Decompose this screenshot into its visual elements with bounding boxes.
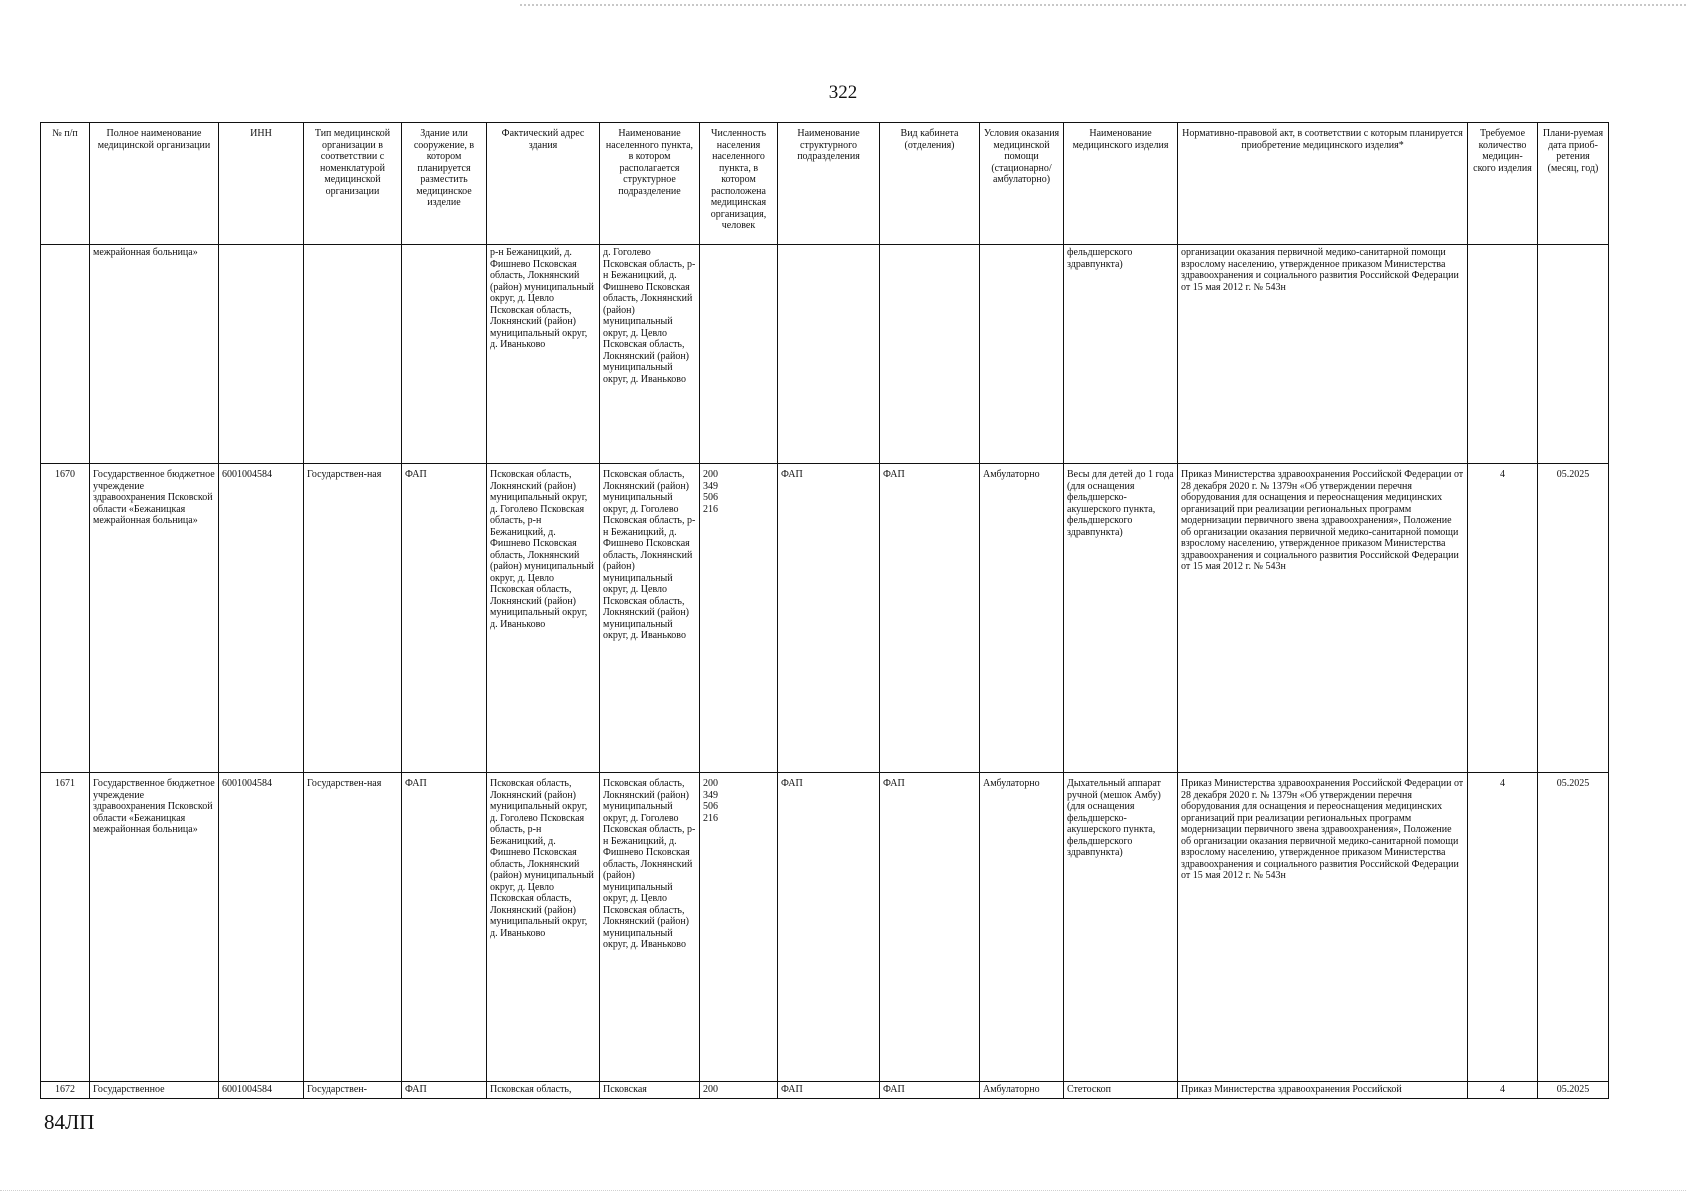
settlement: Псковская (600, 1082, 700, 1099)
legal-act: Приказ Министерства здравоохранения Российской Федерации от 28 декабря 2020 г. № 1379н «Об утверждении перечня оборудования для оснащения и переоснащения медицинских организаций при реализации региональных программ модернизации первичного звена здравоохранения», Положение об организации оказания первичной медико-санитарной помощи взрослому населению, утвержденное приказом Министерства здравоохранения и социального развития Российской Федерации от 15 мая 2012 г. № 543н (1178, 773, 1468, 1082)
table-row (41, 1082, 1609, 1099)
address: Псковская область, Локнянский (район) муниципальный округ, д. Гоголево Псковская область, р-н Бежаницкий, д. Фишнево Псковская область, Локнянский (район) муниципальный округ, д. Цевло Псковская область, Локнянский (район) муниципальный округ, д. Иваньково (487, 464, 600, 773)
header-cell: Численность населения населенного пункта, в котором расположена медицинская организация, человек (700, 123, 778, 245)
building (402, 245, 487, 464)
settlement: Псковская область, Локнянский (район) муниципальный округ, д. Гоголево Псковская область, р-н Бежаницкий, д. Фишнево Псковская область, Локнянский (район) муниципальный округ, д. Цевло Псковская область, Локнянский (район) муниципальный округ, д. Иваньково (600, 464, 700, 773)
settlement: д. Гоголево Псковская область, р-н Бежаницкий, д. Фишнево Псковская область, Локнянский (район) муниципальный округ, д. Цевло Псковская область, Локнянский (район) муниципальный округ, д. Иваньково (600, 245, 700, 464)
unit (778, 245, 880, 464)
building: ФАП (402, 1082, 487, 1099)
unit: ФАП (778, 464, 880, 773)
header-cell: Наименование медицинского изделия (1064, 123, 1178, 245)
population: 200 349 506 216 (700, 464, 778, 773)
legal-act: Приказ Министерства здравоохранения Российской (1178, 1082, 1468, 1099)
row-number (41, 245, 90, 464)
device: Дыхательный аппарат ручной (мешок Амбу) (для оснащения фельдшерско-акушерского пункта, фельдшерского здравпункта) (1064, 773, 1178, 1082)
planned-date: 05.2025 (1538, 464, 1609, 773)
legal-act: организации оказания первичной медико-санитарной помощи взрослому населению, утвержденное приказом Министерства здравоохранения и социального развития Российской Федерации от 15 мая 2012 г. № 543н (1178, 245, 1468, 464)
org-type (304, 245, 402, 464)
org-name: Государственное (90, 1082, 219, 1099)
header-cell: Плани-руемая дата приоб-ретения (месяц, год) (1538, 123, 1609, 245)
header-cell: № п/п (41, 123, 90, 245)
population (700, 245, 778, 464)
table-header-row (41, 123, 1609, 245)
conditions: Амбулаторно (980, 464, 1064, 773)
inn: 6001004584 (219, 1082, 304, 1099)
org-name: межрайонная больница» (90, 245, 219, 464)
inn (219, 245, 304, 464)
address: Псковская область, Локнянский (район) муниципальный округ, д. Гоголево Псковская область, р-н Бежаницкий, д. Фишнево Псковская область, Локнянский (район) муниципальный округ, д. Цевло Псковская область, Локнянский (район) муниципальный округ, д. Иваньково (487, 773, 600, 1082)
settlement: Псковская область, Локнянский (район) муниципальный округ, д. Гоголево Псковская область, р-н Бежаницкий, д. Фишнево Псковская область, Локнянский (район) муниципальный округ, д. Цевло Псковская область, Локнянский (район) муниципальный округ, д. Иваньково (600, 773, 700, 1082)
quantity: 4 (1468, 464, 1538, 773)
document-code: 84ЛП (44, 1110, 95, 1134)
page-number: 322 (828, 82, 858, 103)
org-type: Государствен-ная (304, 773, 402, 1082)
header-cell: Здание или сооружение, в котором планируется разместить медицинское изделие (402, 123, 487, 245)
building: ФАП (402, 464, 487, 773)
planned-date: 05.2025 (1538, 773, 1609, 1082)
quantity (1468, 245, 1538, 464)
table-row (41, 464, 1609, 773)
header-cell: Наименование населенного пункта, в котором располагается структурное подразделение (600, 123, 700, 245)
device: Стетоскоп (1064, 1082, 1178, 1099)
unit: ФАП (778, 773, 880, 1082)
planned-date (1538, 245, 1609, 464)
unit: ФАП (778, 1082, 880, 1099)
inn: 6001004584 (219, 773, 304, 1082)
medical-device-table (40, 122, 1609, 1099)
address: Псковская область, (487, 1082, 600, 1099)
org-type: Государствен-ная (304, 464, 402, 773)
population: 200 349 506 216 (700, 773, 778, 1082)
planned-date: 05.2025 (1538, 1082, 1609, 1099)
population: 200 (700, 1082, 778, 1099)
header-cell: Фактический адрес здания (487, 123, 600, 245)
scan-artifact-top (520, 4, 1686, 6)
cabinet (880, 245, 980, 464)
row-number: 1671 (41, 773, 90, 1082)
building: ФАП (402, 773, 487, 1082)
conditions: Амбулаторно (980, 1082, 1064, 1099)
device: фельдшерского здравпункта) (1064, 245, 1178, 464)
header-cell: Полное наименование медицинской организации (90, 123, 219, 245)
org-type: Государствен- (304, 1082, 402, 1099)
device: Весы для детей до 1 года (для оснащения фельдшерско-акушерского пункта, фельдшерского здравпункта) (1064, 464, 1178, 773)
conditions: Амбулаторно (980, 773, 1064, 1082)
header-cell: Условия оказания медицинской помощи (стационарно/ амбулаторно) (980, 123, 1064, 245)
address: р-н Бежаницкий, д. Фишнево Псковская область, Локнянский (район) муниципальный округ, д. Цевло Псковская область, Локнянский (район) муниципальный округ, д. Иваньково (487, 245, 600, 464)
org-name: Государственное бюджетное учреждение здравоохранения Псковской области «Бежаницкая межрайонная больница» (90, 464, 219, 773)
quantity: 4 (1468, 1082, 1538, 1099)
header-cell: Требуемое количество медицин-ского изделия (1468, 123, 1538, 245)
org-name: Государственное бюджетное учреждение здравоохранения Псковской области «Бежаницкая межрайонная больница» (90, 773, 219, 1082)
quantity: 4 (1468, 773, 1538, 1082)
conditions (980, 245, 1064, 464)
header-cell: ИНН (219, 123, 304, 245)
table-row (41, 245, 1609, 464)
header-cell: Нормативно-правовой акт, в соответствии с которым планируется приобретение медицинского изделия* (1178, 123, 1468, 245)
header-cell: Тип медицинской организации в соответствии с номенклатурой медицинской организации (304, 123, 402, 245)
header-cell: Вид кабинета (отделения) (880, 123, 980, 245)
cabinet: ФАП (880, 1082, 980, 1099)
scan-artifact-bottom (0, 1190, 1686, 1191)
table-row (41, 773, 1609, 1082)
header-cell: Наименование структурного подразделения (778, 123, 880, 245)
inn: 6001004584 (219, 464, 304, 773)
row-number: 1670 (41, 464, 90, 773)
row-number: 1672 (41, 1082, 90, 1099)
cabinet: ФАП (880, 464, 980, 773)
cabinet: ФАП (880, 773, 980, 1082)
legal-act: Приказ Министерства здравоохранения Российской Федерации от 28 декабря 2020 г. № 1379н «Об утверждении перечня оборудования для оснащения и переоснащения медицинских организаций при реализации региональных программ модернизации первичного звена здравоохранения», Положение об организации оказания первичной медико-санитарной помощи взрослому населению, утвержденное приказом Министерства здравоохранения и социального развития Российской Федерации от 15 мая 2012 г. № 543н (1178, 464, 1468, 773)
